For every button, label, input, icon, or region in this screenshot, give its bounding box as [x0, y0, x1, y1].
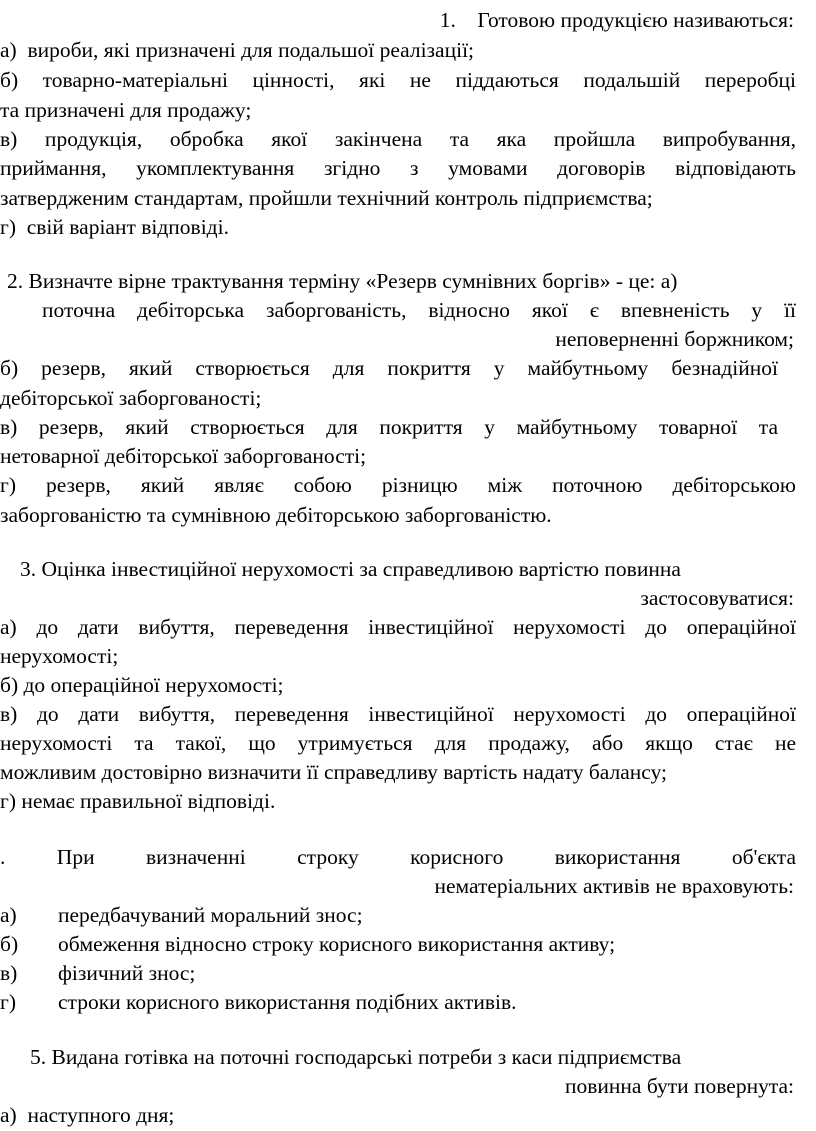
q4-option-c-text: фізичний знос;	[58, 961, 196, 985]
q3-option-a-line2: нерухомості;	[0, 644, 119, 668]
q4-option-a-letter: а)	[0, 903, 17, 927]
q3-option-d: г) немає правильної відповіді.	[0, 789, 276, 813]
question-2-line3: неповерненні боржником;	[555, 327, 794, 351]
q3-option-c-line3: можливим достовірно визначити її справедливу вартість надату балансу;	[0, 760, 668, 784]
question-1-text: 1. Готовою продукцією називаються:	[439, 8, 794, 32]
q1-option-d: г) свій варіант відповіді.	[0, 215, 229, 239]
q1-option-b-line2: та призначені для продажу;	[0, 98, 252, 122]
q4-option-b-letter: б)	[0, 932, 19, 956]
q1-option-c-line2: приймання, укомплектування згідно з умовами договорів відповідають	[0, 156, 796, 180]
q1-option-a: а) вироби, які призначені для подальшої реалізації;	[0, 38, 475, 62]
question-4-line2: нематеріальних активів не враховують:	[434, 874, 794, 898]
q2-option-b-line2: дебіторської заборгованості;	[0, 386, 262, 410]
question-4-line1: . При визначенні строку корисного використання об'єкта	[0, 845, 796, 869]
q2-option-d-line1: г) резерв, який являє собою різницю між поточною дебіторською	[0, 473, 796, 497]
question-5-line2: повинна бути повернута:	[565, 1074, 794, 1098]
q2-option-c-line2: нетоварної дебіторської заборгованості;	[0, 444, 367, 468]
q1-option-c-line3: затвердженим стандартам, пройшли технічний контроль підприємства;	[0, 186, 653, 210]
question-2-line1: 2. Визначте вірне трактування терміну «Резерв сумнівних боргів» - це: а)	[7, 269, 678, 293]
q3-option-b: б) до операційної нерухомості;	[0, 673, 284, 697]
question-5-line1: 5. Видана готівка на поточні господарські потреби з каси підприємства	[30, 1045, 682, 1069]
q4-option-b-text: обмеження відносно строку корисного використання активу;	[58, 932, 616, 956]
q4-option-d-text: строки корисного використання подібних активів.	[58, 990, 517, 1014]
q2-option-d-line2: заборгованістю та сумнівною дебіторською заборгованістю.	[0, 503, 552, 527]
q1-option-b-line1: б) товарно-матеріальні цінності, які не піддаються подальшій переробці	[0, 68, 796, 92]
q2-option-c-line1: в) резерв, який створюється для покриття у майбутньому товарної та	[0, 415, 778, 439]
q4-option-d-letter: г)	[0, 990, 16, 1014]
q1-option-c-line1: в) продукція, обробка якої закінчена та яка пройшла випробування,	[0, 127, 796, 151]
q2-option-b-line1: б) резерв, який створюється для покриття у майбутньому безнадійної	[0, 356, 778, 380]
q5-option-a: а) наступного дня;	[0, 1103, 175, 1127]
question-3-line1: 3. Оцінка інвестиційної нерухомості за справедливою вартістю повинна	[20, 557, 681, 581]
q3-option-a-line1: а) до дати вибуття, переведення інвестиційної нерухомості до операційної	[0, 615, 796, 639]
q3-option-c-line1: в) до дати вибуття, переведення інвестиційної нерухомості до операційної	[0, 702, 796, 726]
q4-option-c-letter: в)	[0, 961, 18, 985]
q3-option-c-line2: нерухомості та такої, що утримується для продажу, або якщо стає не	[0, 731, 796, 755]
question-2-line2: поточна дебіторська заборгованість, відносно якої є впевненість у її	[42, 298, 796, 322]
q4-option-a-text: передбачуваний моральний знос;	[58, 903, 363, 927]
question-3-line2: застосовуватися:	[640, 586, 794, 610]
